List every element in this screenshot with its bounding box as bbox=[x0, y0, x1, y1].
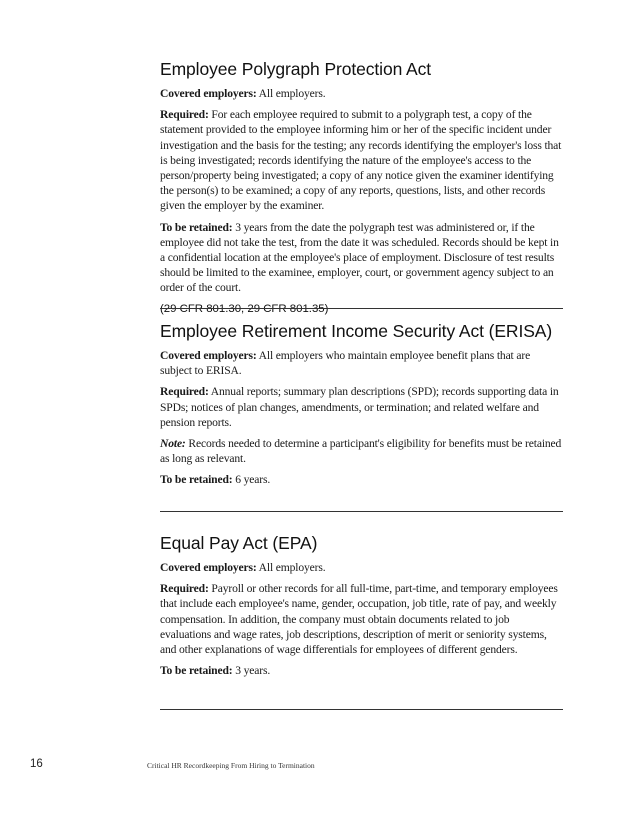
retained-label: To be retained: bbox=[160, 473, 233, 487]
footer-doc-title: Critical HR Recordkeeping From Hiring to Termination bbox=[147, 761, 315, 770]
covered-employers-text: All employers who maintain employee benefit plans that are subject to ERISA. bbox=[160, 349, 531, 378]
retained-paragraph bbox=[160, 472, 563, 487]
required-paragraph bbox=[160, 581, 563, 657]
covered-employers-text: All employers. bbox=[256, 561, 326, 574]
required-text: For each employee required to submit to a polygraph test, a copy of the statement provided to the employee informing him or her of the specific incident under investigation and the basis for the testing; any records identifying the employer's loss that is being investigated; records identifying the nature of the employee's access to the person/property being investigated; a copy of any notice given the examiner identifying the person(s) to be examined; a copy of any reports, questions, lists, and other records given the employer by the examiner. bbox=[160, 108, 562, 213]
section-title: Equal Pay Act (EPA) bbox=[160, 533, 318, 553]
section-divider bbox=[160, 308, 563, 309]
required-text: Annual reports; summary plan descriptions (SPD); records supporting data in SPDs; notices of plan changes, amendments, or termination; and related welfare and pension reports. bbox=[160, 385, 559, 429]
note-text: Records needed to determine a participant's eligibility for benefits must be retained as long as relevant. bbox=[160, 437, 562, 466]
section-polygraph bbox=[160, 58, 563, 322]
section-erisa bbox=[160, 320, 563, 494]
section-divider bbox=[160, 709, 563, 710]
covered-employers-label: Covered employers: bbox=[160, 87, 257, 100]
covered-employers-paragraph bbox=[160, 86, 563, 101]
section-title: Employee Retirement Income Security Act (ERISA) bbox=[160, 321, 553, 341]
required-label: Required: bbox=[160, 385, 209, 399]
retained-text: 6 years. bbox=[232, 473, 271, 487]
covered-employers-label: Covered employers: bbox=[160, 561, 257, 574]
page-number: 16 bbox=[30, 758, 43, 770]
covered-employers-text: All employers. bbox=[256, 87, 326, 100]
note-paragraph bbox=[160, 436, 563, 466]
covered-employers-paragraph bbox=[160, 560, 563, 575]
required-label: Required: bbox=[160, 582, 209, 596]
note-label: Note: bbox=[160, 437, 186, 451]
retained-paragraph bbox=[160, 663, 563, 678]
section-title: Employee Polygraph Protection Act bbox=[160, 59, 432, 79]
required-paragraph bbox=[160, 107, 563, 213]
required-label: Required: bbox=[160, 108, 209, 122]
retained-paragraph bbox=[160, 220, 563, 296]
required-text: Payroll or other records for all full-time, part-time, and temporary employees that include each employee's name, gender, occupation, job title, rate of pay, and weekly compensation. In addition, the company must obtain documents related to job evaluations and wage rates, job descriptions, description of merit or seniority systems, and other explanations of wage differentials for employees of different genders. bbox=[160, 582, 558, 657]
citation: (29 CFR 801.30, 29 CFR 801.35) bbox=[160, 302, 329, 315]
retained-label: To be retained: bbox=[160, 220, 233, 234]
required-paragraph bbox=[160, 384, 563, 430]
retained-label: To be retained: bbox=[160, 664, 233, 678]
retained-text: 3 years. bbox=[232, 664, 271, 678]
covered-employers-paragraph bbox=[160, 348, 563, 378]
retained-text: 3 years from the date the polygraph test was administered or, if the employee did not take the test, from the date it was scheduled. Records should be kept in a confidential location at the employee's place of employment. Disclosure of test results should be limited to the examinee, employer, court, or government agency subject to an order of the court. bbox=[160, 220, 559, 295]
covered-employers-label: Covered employers: bbox=[160, 349, 257, 362]
section-divider bbox=[160, 511, 563, 512]
section-equal-pay bbox=[160, 532, 563, 684]
